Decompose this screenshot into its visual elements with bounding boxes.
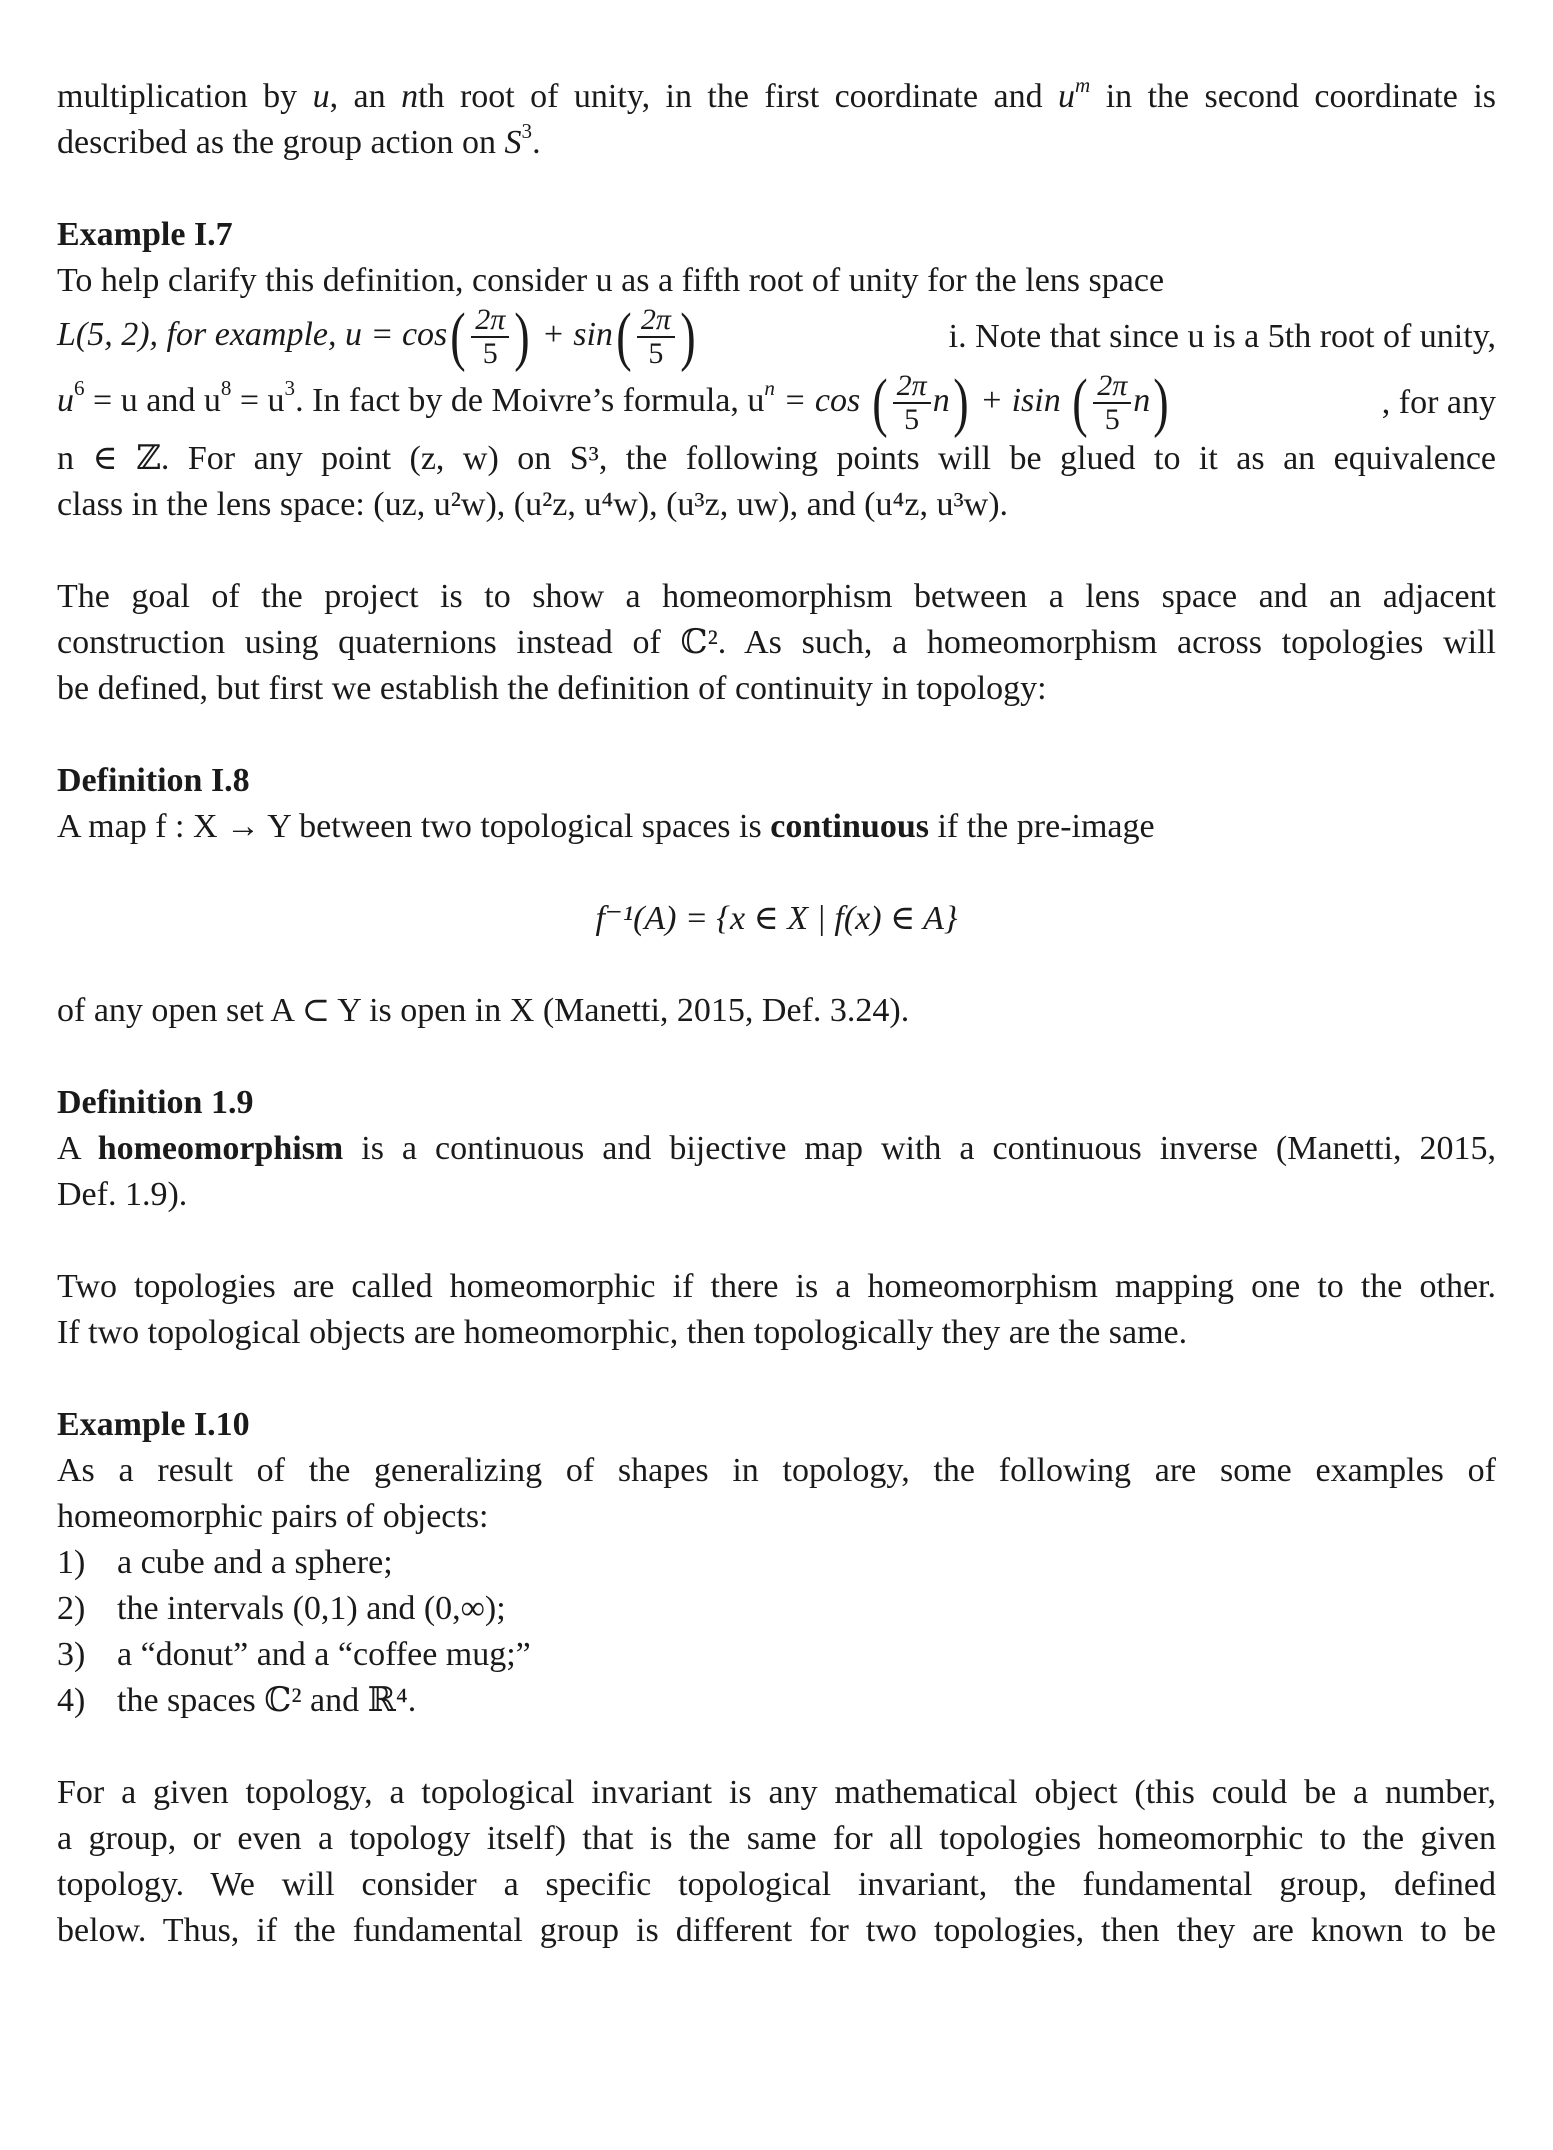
example-i10-heading: Example I.10: [57, 1406, 250, 1443]
example-i7-line-5: class in the lens space: (uz, u²w), (u²z, u⁴w), (u³z, uw), and (u⁴z, u³w).: [57, 486, 1009, 523]
homeomorphic-line-1: Two topologies are called homeomorphic if there is a homeomorphism mapping one to the other.: [57, 1268, 1496, 1305]
fraction-two-pi-over-five: $\frac{2\pi}{5}$: [637, 304, 675, 370]
list-item: 1) a cube and a sphere;: [57, 1544, 393, 1581]
fraction-two-pi-over-five: $\frac{2\pi}{5}$: [1093, 370, 1131, 436]
goal-line-3: be defined, but first we establish the definition of continuity in topology:: [57, 670, 1047, 707]
lens-space-label: L(5, 2), for example, u = cos( $\frac{2\pi}{5}$ ) + sin( $\frac{2\pi}{5}$ ): [57, 300, 696, 373]
list-item: 3) a “donut” and a “coffee mug;”: [57, 1636, 531, 1673]
invariant-line-3: topology. We will consider a specific topological invariant, the fundamental group, defined: [57, 1866, 1496, 1903]
goal-line-2: construction using quaternions instead of ℂ². As such, a homeomorphism across topologies will: [57, 624, 1496, 661]
example-i7-formula-line-1: [57, 300, 1496, 373]
homeomorphic-pairs-list: [57, 1540, 1496, 1724]
invariant-line-2: a group, or even a topology itself) that is the same for all topologies homeomorphic to the given: [57, 1820, 1496, 1857]
for-any-label: , for any: [1381, 384, 1496, 421]
definition-i8-line-1: A map f : X → Y between two topological spaces is continuous if the pre-image: [57, 808, 1155, 845]
list-item: 4) the spaces ℂ² and ℝ⁴.: [57, 1682, 417, 1719]
definition-i8-line-2: of any open set A ⊂ Y is open in X (Manetti, 2015, Def. 3.24).: [57, 992, 910, 1029]
invariant-line-4: below. Thus, if the fundamental group is different for two topologies, then they are known to be: [57, 1912, 1496, 1949]
example-i7-heading: Example I.7: [57, 216, 233, 253]
intro-line-1: multiplication by u, an nth root of unity, in the first coordinate and $u^m$ in the second coordinate is: [57, 72, 1497, 115]
preimage-formula: f⁻¹(A) = {x ∈ X | f(x) ∈ A}: [595, 900, 958, 937]
definition-19-line-2: Def. 1.9).: [57, 1176, 188, 1213]
example-i10-line-2: homeomorphic pairs of objects:: [57, 1498, 489, 1535]
fraction-two-pi-over-five: $\frac{2\pi}{5}$: [471, 304, 509, 370]
de-moivre-statement: $u^6 = u$ and $u^8 = u^3$. In fact by de Moivre’s formula, $u^n = \cos$ ( $\frac{2\pi}{5}$ n) + isin ( $\frac{2\pi}{5}$ n): [57, 366, 1169, 439]
invariant-line-1: For a given topology, a topological invariant is any mathematical object (this could be a number,: [57, 1774, 1496, 1811]
example-i7-line-4: n ∈ ℤ. For any point (z, w) on S³, the following points will be glued to it as an equivalence: [57, 440, 1496, 477]
root-of-unity-note: i. Note that since u is a 5th root of unity,: [948, 318, 1496, 355]
homeomorphic-line-2: If two topological objects are homeomorphic, then topologically they are the same.: [57, 1314, 1188, 1351]
intro-line-2: described as the group action on $S^3$.: [57, 118, 541, 161]
definition-i8-heading: Definition I.8: [57, 762, 250, 799]
fraction-two-pi-over-five: $\frac{2\pi}{5}$: [893, 370, 931, 436]
example-i10-line-1: As a result of the generalizing of shapes in topology, the following are some examples of: [57, 1452, 1496, 1489]
example-i7-line-1: To help clarify this definition, consider u as a fifth root of unity for the lens space: [57, 262, 1165, 299]
list-item: 2) the intervals (0,1) and (0,∞);: [57, 1590, 506, 1627]
example-i7-formula-line-2: [57, 366, 1496, 439]
definition-19-line-1: A homeomorphism is a continuous and bijective map with a continuous inverse (Manetti, 2015,: [57, 1130, 1496, 1167]
definition-19-heading: Definition 1.9: [57, 1084, 254, 1121]
goal-line-1: The goal of the project is to show a homeomorphism between a lens space and an adjacent: [57, 578, 1496, 615]
